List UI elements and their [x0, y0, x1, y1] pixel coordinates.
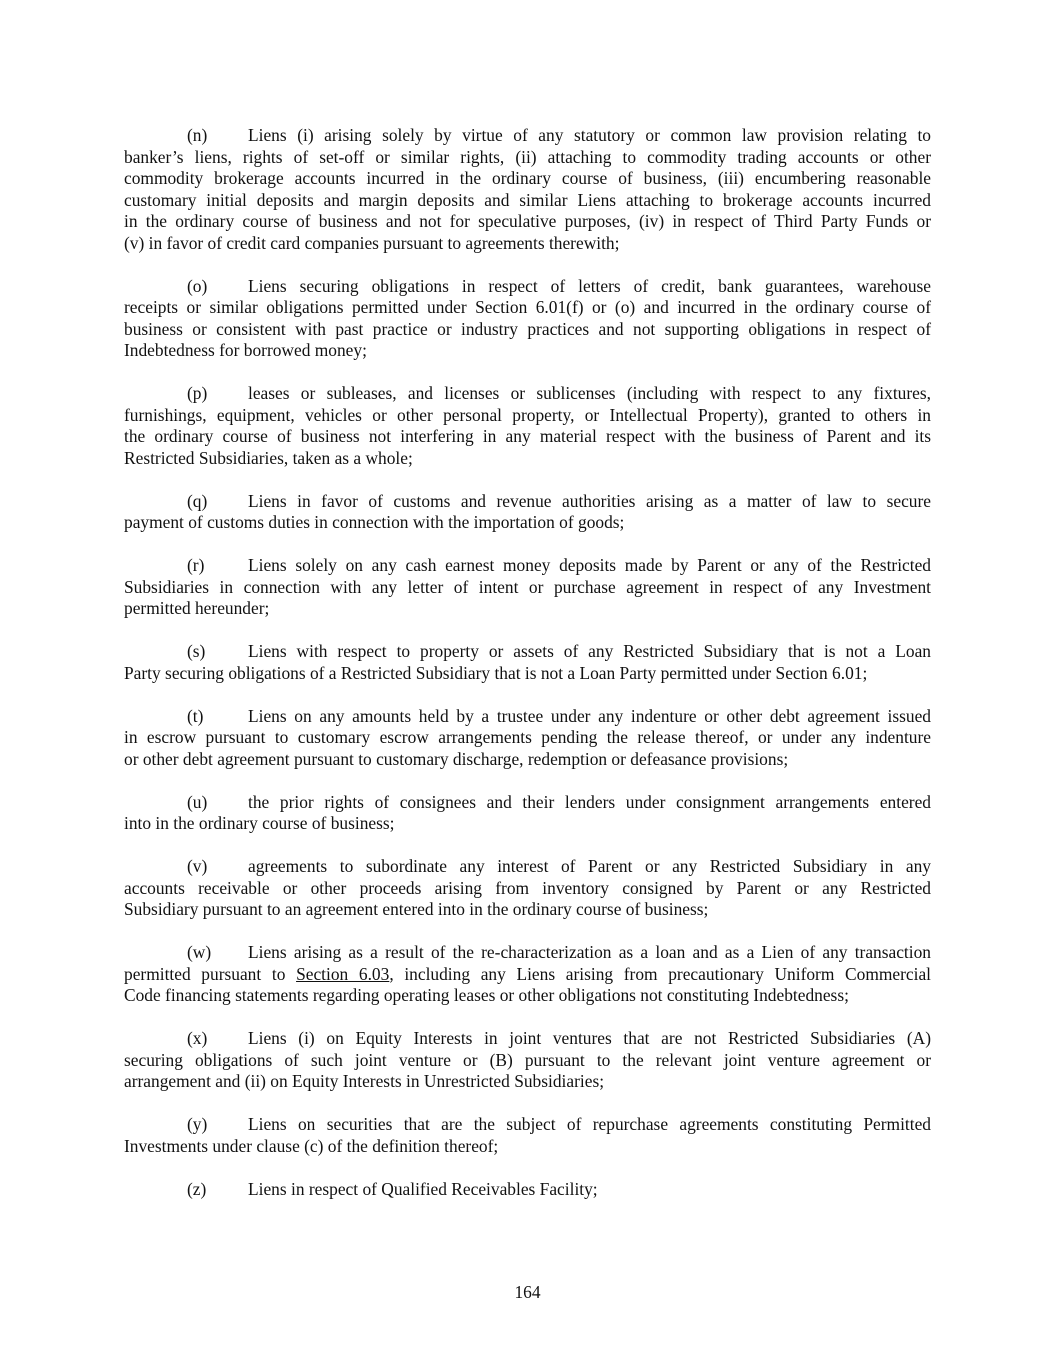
clause-label: (x)	[187, 1028, 208, 1048]
clause-line: customary initial deposits and margin deposits and similar Liens attaching to brokerage accounts incurred	[124, 189, 931, 210]
clause-text: Liens (i) on Equity Interests in joint ventures that are not Restricted Subsidiaries (A)	[248, 1028, 931, 1048]
clause-text: agreements to subordinate any interest of Parent or any Restricted Subsidiary in any	[248, 856, 931, 876]
clause-label: (r)	[187, 555, 205, 575]
clause-line: Subsidiaries in connection with any letter of intent or purchase agreement in respect of any Investment	[124, 576, 931, 597]
clause-paragraph	[124, 383, 931, 469]
clause-line	[124, 964, 931, 986]
clause-paragraph	[124, 276, 931, 362]
clause-line: Investments under clause (c) of the definition thereof;	[124, 1135, 499, 1156]
clause-line	[124, 1028, 931, 1050]
clause-label: (u)	[187, 791, 208, 812]
clause-text: Liens with respect to property or assets of any Restricted Subsidiary that is not a Loan	[248, 641, 931, 661]
clause-line: Subsidiary pursuant to an agreement entered into in the ordinary course of business;	[124, 899, 709, 919]
clause-label: (t)	[187, 705, 204, 726]
clause-label: (q)	[187, 490, 208, 511]
clause-label: (v)	[187, 856, 208, 876]
clause-text: Liens in favor of customs and revenue authorities arising as a matter of law to secure	[248, 490, 931, 511]
clause-line	[124, 555, 931, 577]
clause-line	[124, 1179, 931, 1201]
clause-text: leases or subleases, and licenses or sublicenses (including with respect to any fixtures,	[248, 383, 931, 403]
text-segment: , including any Liens arising from precautionary Uniform Commercial	[389, 963, 931, 984]
clause-line	[124, 706, 931, 728]
clause-line	[124, 856, 931, 878]
clause-line	[124, 491, 931, 513]
clause-text: Liens securing obligations in respect of letters of credit, bank guarantees, warehouse	[248, 275, 931, 296]
clause-line: in escrow pursuant to customary escrow arrangements pending the release thereof, or under any indenture	[124, 727, 931, 747]
clause-line: into in the ordinary course of business;	[124, 813, 395, 833]
clause-paragraph	[124, 856, 931, 921]
clause-line: Indebtedness for borrowed money;	[124, 340, 367, 360]
clause-text: Liens on any amounts held by a trustee under any indenture or other debt agreement issued	[248, 705, 931, 726]
clause-line	[124, 276, 931, 298]
clause-paragraph	[124, 125, 931, 254]
clause-line: banker’s liens, rights of set-off or similar rights, (ii) attaching to commodity trading accounts or other	[124, 146, 931, 167]
clause-label: (n)	[187, 125, 208, 145]
clause-text: the prior rights of consignees and their lenders under consignment arrangements entered	[248, 791, 931, 812]
clause-line: arrangement and (ii) on Equity Interests in Unrestricted Subsidiaries;	[124, 1071, 605, 1091]
clause-line: securing obligations of such joint venture or (B) pursuant to the relevant joint venture agreement or	[124, 1049, 931, 1070]
clause-line	[124, 942, 931, 964]
clause-label: (o)	[187, 275, 208, 296]
clause-line: accounts receivable or other proceeds arising from inventory consigned by Parent or any Restricted	[124, 877, 931, 898]
clause-line	[124, 1114, 931, 1136]
page-number: 164	[514, 1282, 541, 1302]
clause-line: furnishings, equipment, vehicles or other personal property, or Intellectual Property), granted to others in	[124, 404, 931, 425]
clause-line: payment of customs duties in connection with the importation of goods;	[124, 512, 625, 532]
clause-text: Liens arising as a result of the re-characterization as a loan and as a Lien of any transaction	[248, 942, 931, 962]
clause-paragraph	[124, 1179, 931, 1201]
clause-line: the ordinary course of business not interfering in any material respect with the business of Parent and its	[124, 426, 931, 446]
clause-line: in the ordinary course of business and not for speculative purposes, (iv) in respect of Third Party Funds or	[124, 211, 931, 231]
clause-line: Party securing obligations of a Restricted Subsidiary that is not a Loan Party permitted under Section 6.01;	[124, 662, 868, 683]
clause-line	[124, 641, 931, 663]
clause-line: or other debt agreement pursuant to customary discharge, redemption or defeasance provisions;	[124, 748, 789, 769]
clause-label: (w)	[187, 942, 212, 962]
clause-line: commodity brokerage accounts incurred in the ordinary course of business, (iii) encumbering reasonable	[124, 168, 931, 188]
clause-label: (y)	[187, 1114, 208, 1134]
clause-paragraph	[124, 942, 931, 1007]
clause-text: Liens (i) arising solely by virtue of any statutory or common law provision relating to	[248, 125, 931, 145]
text-segment: permitted pursuant to	[124, 963, 297, 984]
clause-line: business or consistent with past practice or industry practices and not supporting obligations in respect of	[124, 318, 931, 339]
clause-line: permitted hereunder;	[124, 598, 270, 618]
clause-label: (p)	[187, 383, 208, 403]
clause-text: Liens in respect of Qualified Receivables Facility;	[248, 1178, 598, 1199]
clause-paragraph	[124, 1028, 931, 1093]
clause-paragraph	[124, 706, 931, 771]
clause-line: Code financing statements regarding operating leases or other obligations not constituting Indebtedness;	[124, 985, 849, 1005]
clause-line	[124, 125, 931, 147]
clause-line	[124, 383, 931, 405]
clause-line	[124, 792, 931, 814]
clause-text: Liens on securities that are the subject of repurchase agreements constituting Permitted	[248, 1114, 931, 1134]
clause-line: (v) in favor of credit card companies pursuant to agreements therewith;	[124, 232, 620, 253]
clause-line: receipts or similar obligations permitted under Section 6.01(f) or (o) and incurred in the ordinary course of	[124, 297, 931, 317]
clause-text: Liens solely on any cash earnest money deposits made by Parent or any of the Restricted	[248, 555, 931, 575]
clause-line: Restricted Subsidiaries, taken as a whole;	[124, 447, 413, 468]
clause-paragraph	[124, 1114, 931, 1157]
clause-paragraph	[124, 641, 931, 684]
clause-paragraph	[124, 792, 931, 835]
clause-label: (z)	[187, 1178, 207, 1199]
clause-paragraph	[124, 491, 931, 534]
clause-label: (s)	[187, 641, 206, 661]
clause-paragraph	[124, 555, 931, 620]
document-body	[124, 125, 931, 1222]
section-reference: Section 6.03	[296, 963, 390, 984]
